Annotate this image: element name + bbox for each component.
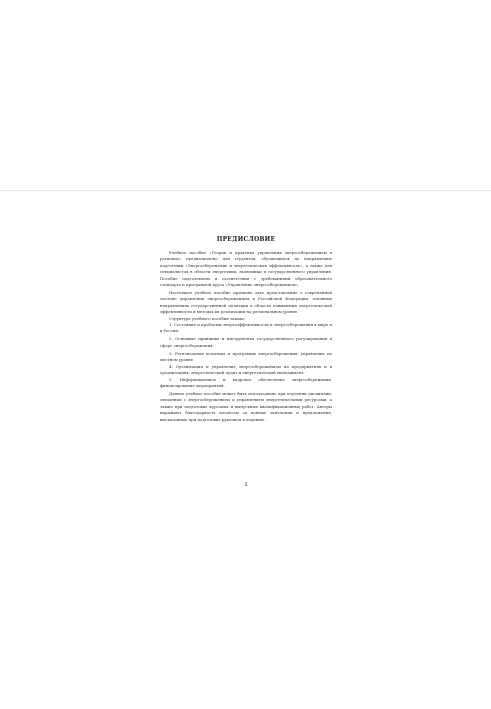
list-item: 4. Организация и управление энергосбережением на предприятиях и в организациях, энергетический аудит и энергетический менеджмент. [160,363,332,376]
list-item: 1. Состояние и проблемы энергоэффективности и энергосбережения в мире и в России. [160,322,332,334]
page-number: 5 [244,482,248,488]
document-page [160,236,332,488]
paragraph: Настоящее учебное пособие призвано дать представление о современной системе управления энергосбережением в Российской Федерации, основных направлениях государственной политики в области повышения энергетической эффективности и методах их реализации на региональном уровне. [160,290,332,315]
page-separator [0,190,491,191]
paragraph: Учебное пособие «Теория и практика управления энергосбережением в регионах» предназначено для студентов, обучающихся по направлению подготовки «Энергосбережение и энергетическая эффективность», а также для специалистов в области энергетики, экономики и государственного управления. Пособие подготовлено в соответствии с требованиями образовательного стандарта и программой курса «Управление энергосбережением». [160,250,332,288]
list-item: 2. Основные принципы и инструменты государственного регулирования в сфере энергосбережения. [160,336,332,348]
paragraph: Данное учебное пособие может быть использовано при изучении дисциплин, связанных с энергосбережением и управлением энергетическими ресурсами, а также при подготовке курсовых и выпускных квалификационных работ. Авторы выражают благодарность коллегам за ценные замечания и предложения, высказанные при подготовке рукописи к изданию. [160,390,332,422]
list-item: 3. Региональная политика и программы энергосбережения, управление на местном уровне. [160,350,332,363]
paragraph: Структура учебного пособия такова: [169,315,246,321]
page-title: ПРЕДИСЛОВИЕ [216,236,276,243]
list-item: 5. Информационное и кадровое обеспечение энергосбережения, финансирование мероприятий. [160,376,332,388]
